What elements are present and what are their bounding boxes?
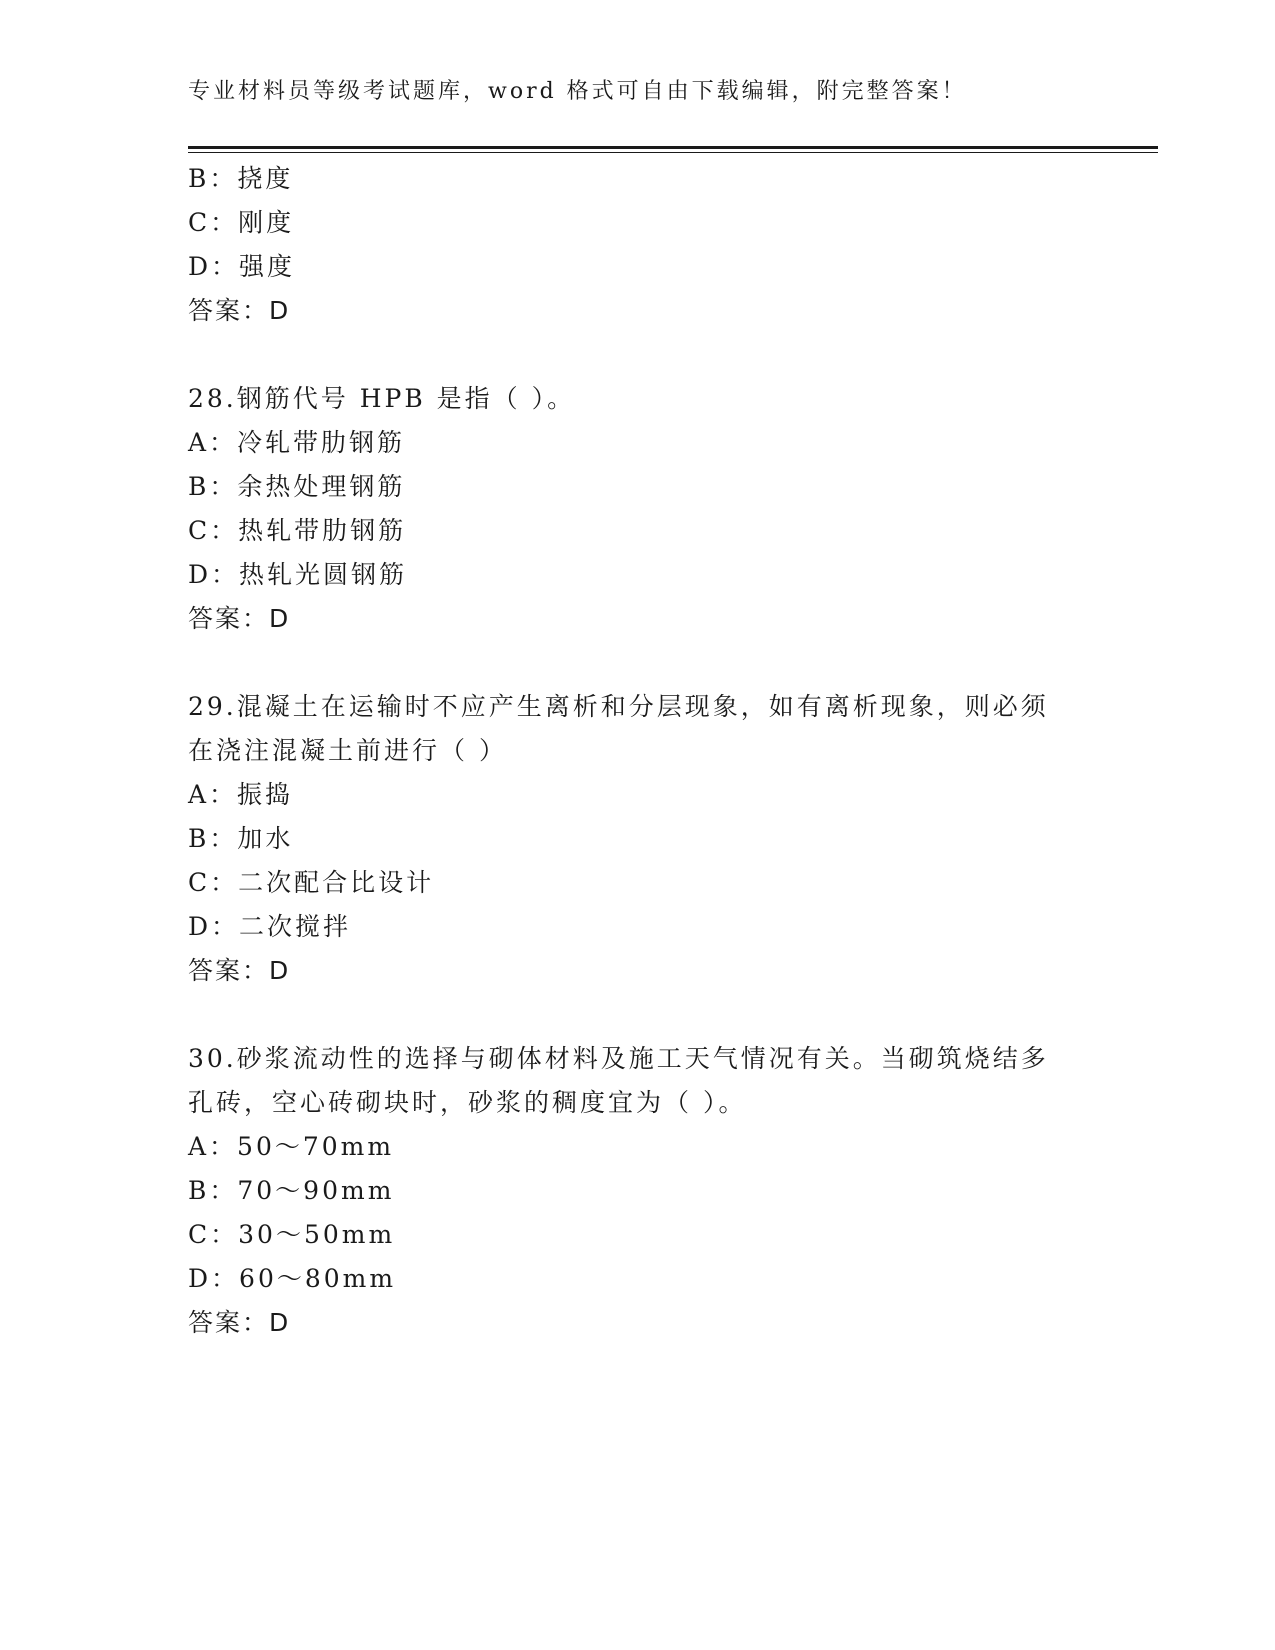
header-rule-thin: [188, 152, 1158, 153]
question-29: 29.混凝土在运输时不应产生离析和分层现象，如有离析现象，则必须: [188, 692, 1049, 721]
option-b: B：加水: [188, 824, 294, 853]
question-29-cont: 在浇注混凝土前进行（ ）: [188, 736, 507, 765]
question-30: 30.砂浆流动性的选择与砌体材料及施工天气情况有关。当砌筑烧结多: [188, 1044, 1049, 1073]
answer: 答案：D: [188, 296, 291, 325]
option-c: C：热轧带肋钢筋: [188, 516, 407, 545]
option-c: C：30～50mm: [188, 1220, 396, 1249]
option-d: D：60～80mm: [188, 1264, 397, 1293]
answer: 答案：D: [188, 1308, 291, 1337]
option-b: B：挠度: [188, 164, 294, 193]
option-c: C：二次配合比设计: [188, 868, 435, 897]
option-d: D：热轧光圆钢筋: [188, 560, 408, 589]
option-b: B：余热处理钢筋: [188, 472, 406, 501]
option-a: A：50～70mm: [188, 1132, 395, 1161]
page-header: 专业材料员等级考试题库，word 格式可自由下载编辑，附完整答案！: [188, 79, 967, 104]
option-a: A：冷轧带肋钢筋: [188, 428, 406, 457]
header-rule-thick: [188, 146, 1158, 149]
answer: 答案：D: [188, 604, 291, 633]
answer: 答案：D: [188, 956, 291, 985]
question-30-cont: 孔砖，空心砖砌块时，砂浆的稠度宜为（ ）。: [188, 1088, 747, 1117]
option-d: D：二次搅拌: [188, 912, 352, 941]
option-b: B：70～90mm: [188, 1176, 395, 1205]
option-a: A：振捣: [188, 780, 294, 809]
option-d: D：强度: [188, 252, 296, 281]
option-c: C：刚度: [188, 208, 295, 237]
question-28: 28.钢筋代号 HPB 是指（ ）。: [188, 384, 576, 413]
